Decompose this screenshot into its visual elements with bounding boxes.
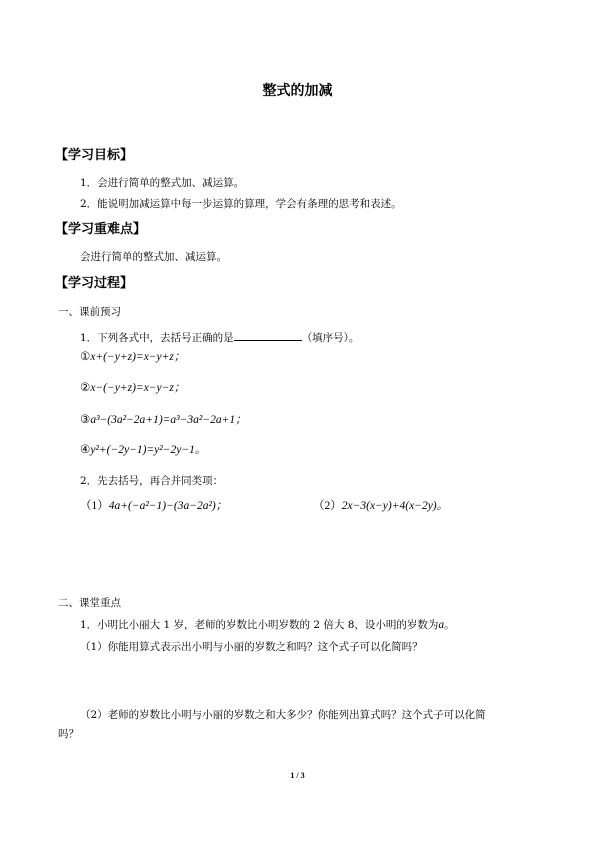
- part2-sub-question-2-line-1: （2）老师的岁数比小明与小丽的岁数之和大多少？你能列出算式吗？这个式子可以化简: [80, 709, 486, 721]
- variable-a: a: [438, 619, 445, 631]
- goal-item-2: 2．能说明加减运算中每一步运算的算理，学会有条理的思考和表述。: [80, 198, 402, 210]
- question-2-part-2: [313, 499, 448, 513]
- option-2-text: x−(−y+z)=x−y−z；: [90, 382, 186, 394]
- option-2: [80, 381, 185, 395]
- part1-heading: 一、课前预习: [58, 306, 121, 318]
- option-3-label: ③: [80, 414, 91, 426]
- question-2-part-2-label: （2）: [313, 500, 342, 512]
- question-2-part-2-expr: 2x−3(x−y)+4(x−2y)。: [341, 500, 449, 512]
- option-3: [80, 413, 247, 427]
- keypoints-text: 会进行简单的整式加、减运算。: [80, 251, 227, 263]
- part2-question-1-text: 1．小明比小丽大 1 岁，老师的岁数比小明岁数的 2 倍大 8，设小明的岁数为: [80, 619, 439, 631]
- option-4: [80, 443, 206, 457]
- section-process-heading: 【学习过程】: [55, 276, 134, 291]
- part2-sub-question-1: （1）你能用算式表示出小明与小丽的岁数之和吗？这个式子可以化简吗？: [80, 641, 423, 653]
- section-goals-heading: 【学习目标】: [55, 148, 134, 163]
- page-title: 整式的加减: [262, 83, 333, 99]
- part2-sub-question-2-line-2: 吗？: [58, 728, 79, 740]
- option-4-label: ④: [80, 444, 91, 456]
- question-2-part-1: [80, 499, 227, 513]
- part2-question-1: [80, 618, 455, 632]
- part2-question-1-end: 。: [444, 619, 455, 631]
- part2-heading: 二、课堂重点: [58, 597, 121, 609]
- option-1-label: ①: [80, 351, 91, 363]
- option-4-text: y²+(−2y−1)=y²−2y−1。: [90, 444, 207, 456]
- goal-item-1: 1．会进行简单的整式加、减运算。: [80, 177, 245, 189]
- question-2: 2．先去括号，再合并同类项：: [80, 475, 224, 487]
- option-3-text: a³−(3a²−2a+1)=a³−3a²−2a+1；: [90, 414, 247, 426]
- question-1-suffix: （填序号）。: [301, 332, 360, 344]
- section-keypoints-heading: 【学习重难点】: [55, 222, 147, 237]
- answer-blank[interactable]: [234, 329, 302, 341]
- question-1: [80, 329, 359, 345]
- page-number: 1 / 3: [290, 771, 305, 780]
- question-1-text: 1．下列各式中，去括号正确的是: [80, 332, 234, 344]
- option-1: [80, 350, 185, 364]
- question-2-part-1-expr: 4a+(−a²−1)−(3a−2a²)；: [108, 500, 228, 512]
- option-1-text: x+(−y+z)=x−y+z；: [90, 351, 186, 363]
- question-2-part-1-label: （1）: [80, 500, 109, 512]
- option-2-label: ②: [80, 382, 91, 394]
